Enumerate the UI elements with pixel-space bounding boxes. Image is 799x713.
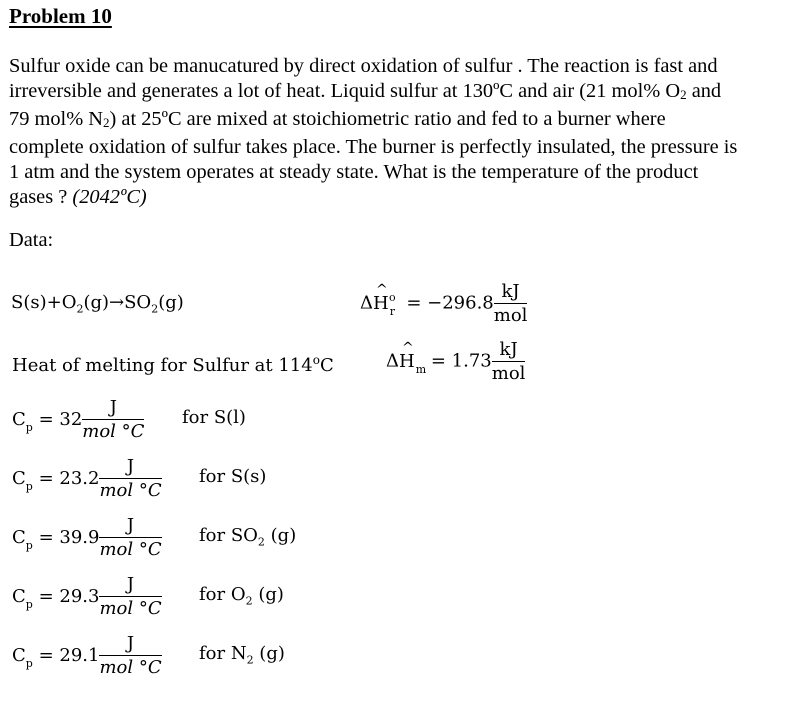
heat-capacity-row: $C_p = 39.9$ $\frac{J}{\text{mol °C}}$ for $SO_2$ (g): [12, 515, 297, 560]
melting-label: Heat of melting for Sulfur at 114$^o$C: [12, 353, 334, 376]
problem-title: Problem 10: [9, 4, 112, 28]
species-label: for $N_2$ (g): [199, 643, 285, 667]
heat-capacity-row: $C_p = 32$ $\frac{J}{\text{mol °C}}$ for S(l): [12, 397, 246, 442]
species-label: for $SO_2$ (g): [199, 525, 297, 549]
melting-enthalpy-unit: $\frac{kJ}{\text{mol}}$: [491, 339, 526, 384]
species-label: for S(l): [182, 407, 246, 428]
heat-capacity-row: $C_p = 29.1$ $\frac{J}{\text{mol °C}}$ for $N_2$ (g): [12, 633, 285, 678]
species-label: for S(s): [199, 466, 267, 487]
problem-line: complete oxidation of sulfur takes place. The burner is perfectly insulated, the pressure is: [9, 136, 738, 158]
problem-statement: [9, 54, 799, 210]
data-label: Data:: [9, 229, 54, 251]
reaction-enthalpy-unit: $\frac{kJ}{\text{mol}}$: [493, 281, 528, 326]
answer: (2042ºC): [72, 186, 147, 208]
problem-line: 79 mol% $N_2$) at 25ºC are mixed at stoichiometric ratio and fed to a burner where: [9, 108, 666, 130]
reaction-enthalpy: Δ^ $H_r^o = -296.8$ $\frac{kJ}{\text{mol}}$: [360, 281, 527, 326]
problem-line: irreversible and generates a lot of heat. Liquid sulfur at 130ºC and air (21 mol% $O_2$ and: [9, 80, 722, 102]
melting-enthalpy: Δ^ $H_m = 1.73$ $\frac{kJ}{\text{mol}}$: [386, 339, 525, 384]
heat-capacity-row: $C_p = 23.2$ $\frac{J}{\text{mol °C}}$ for S(s): [12, 456, 267, 501]
heat-capacity-row: $C_p = 29.3$ $\frac{J}{\text{mol °C}}$ for $O_2$ (g): [12, 574, 284, 619]
problem-line: 1 atm and the system operates at steady state. What is the temperature of the product: [9, 161, 699, 183]
problem-line: Sulfur oxide can be manucatured by direct oxidation of sulfur . The reaction is fast and: [9, 55, 718, 77]
reaction-equation: $S(s)+O_2(g)\to SO_2(g)$: [11, 292, 184, 316]
problem-line: gases ? (2042ºC): [9, 186, 147, 208]
species-label: for $O_2$ (g): [199, 584, 284, 608]
